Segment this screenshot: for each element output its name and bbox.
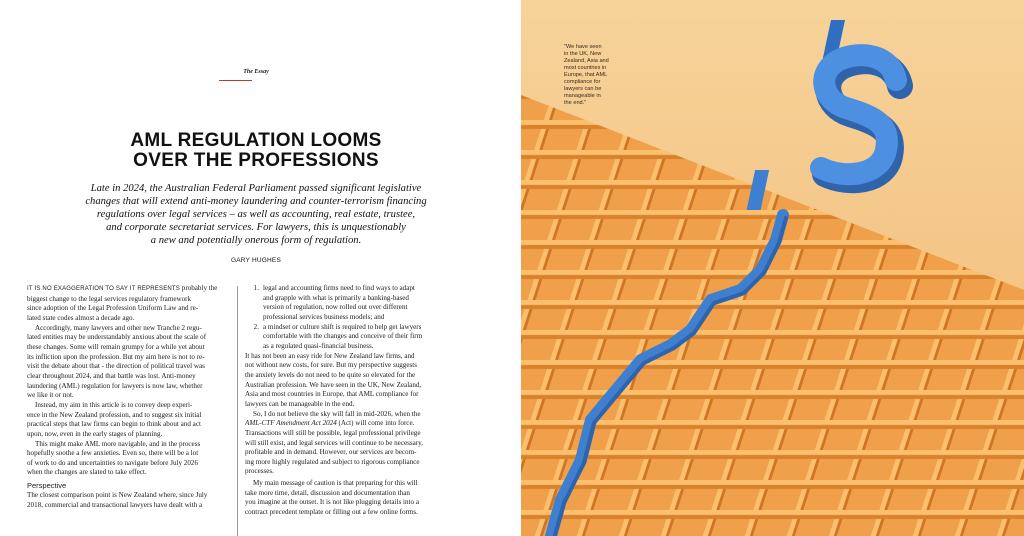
body-line: So, I do not believe the sky will fall in mid-2026, when the bbox=[253, 409, 421, 418]
body-line: lawyers can be manageable in the end. bbox=[245, 399, 355, 408]
body-line: hopefully soothe a few anxieties. Even so, there will be a lot bbox=[27, 449, 199, 458]
body-column-2 bbox=[245, 284, 452, 518]
body-line: not without new costs, for sure. But my perspective suggests bbox=[245, 361, 417, 370]
list-number: 2. bbox=[253, 322, 259, 331]
body-line: profitable and in demand. However, our services are becom- bbox=[245, 448, 417, 457]
list-line: and grapple with what is primarily a banking-based bbox=[263, 293, 409, 302]
list-line: professional services business models; and bbox=[263, 312, 385, 321]
list-line: legal and accounting firms need to find ways to adapt bbox=[263, 284, 415, 292]
body-line: practical steps that law firms can begin to think about and act bbox=[27, 420, 201, 429]
body-line bbox=[245, 419, 452, 429]
body-line: processes. bbox=[245, 467, 274, 476]
body-column-1 bbox=[27, 284, 231, 510]
pull-quote-line: the end." bbox=[564, 100, 587, 106]
standfirst-line: a new and potentially onerous form of regulation. bbox=[150, 235, 362, 247]
list-line: as a regulated quasi-financial business. bbox=[263, 341, 374, 350]
pull-quote-line: most countries in bbox=[564, 65, 607, 71]
body-line: Accordingly, many lawyers and other new Tranche 2 regu- bbox=[35, 323, 202, 332]
headline bbox=[0, 131, 512, 171]
standfirst-line: changes that will extend anti-money laundering and counter-terrorism financing bbox=[85, 196, 427, 208]
body-line: This might make AML more navigable, and in the process bbox=[35, 439, 201, 448]
pull-quote bbox=[564, 44, 634, 107]
body-line: you imagine at the outset. It is not like plugging details into a bbox=[245, 498, 419, 507]
body-line: upon, now, even in the early stages of planning. bbox=[27, 429, 163, 438]
body-line: clear throughout 2024, and that battle was lost. Anti-money bbox=[27, 371, 196, 380]
body-line: we like it or not. bbox=[27, 391, 74, 400]
list-line: comfortable with the changes and conceive of their firm bbox=[263, 332, 423, 341]
body-line: its infliction upon the profession. But my aim here is not to re- bbox=[27, 352, 205, 361]
body-line: biggest change to the legal services regulatory framework bbox=[27, 294, 192, 303]
section-rule bbox=[219, 80, 252, 81]
list-line: a mindset or culture shift is required to help get lawyers bbox=[263, 322, 422, 331]
pull-quote-line: compliance for bbox=[564, 79, 601, 85]
act-title: AML-CTF Amendment Act 2024 bbox=[245, 419, 337, 428]
body-line: ence in the New Zealand profession, and to suggest six initial bbox=[27, 410, 202, 419]
body-line: laundering (AML) regulation for lawyers is now law, whether bbox=[27, 381, 203, 390]
section-label: The Essay bbox=[243, 69, 269, 75]
standfirst-line: regulations over legal services – as well as accounting, real estate, trustee, bbox=[96, 209, 416, 221]
body-line: since adoption of the Legal Profession Uniform Law and re- bbox=[27, 304, 199, 313]
pull-quote-line: manageable in bbox=[564, 93, 601, 99]
body-text: (Act) will come into force. bbox=[336, 419, 415, 428]
list-number: 1. bbox=[253, 284, 259, 292]
body-line: ing more highly regulated and subject to rigorous compliance bbox=[245, 457, 420, 466]
body-line: the anxiety levels do not need to be quite so elevated for the bbox=[245, 370, 416, 379]
pull-quote-line: Europe, that AML bbox=[564, 72, 608, 78]
body-line: The closest comparison point is New Zealand where, since July bbox=[27, 491, 208, 500]
body-line: Asia and most countries in Europe, that AML compliance for bbox=[245, 390, 419, 399]
lead-caps: IT IS NO EXAGGERATION TO SAY IT REPRESENTS bbox=[27, 286, 180, 292]
list-item bbox=[245, 323, 452, 333]
body-line: of work to do and uncertainties to navigate before July 2026 bbox=[27, 458, 198, 467]
body-line: My main message of caution is that preparing for this will bbox=[253, 479, 418, 488]
body-line: contract precedent template or filling out a few online forms. bbox=[245, 508, 418, 517]
standfirst-line: and corporate secretariat services. For lawyers, this is unquestionably bbox=[106, 222, 406, 234]
headline-line: AML REGULATION LOOMS bbox=[130, 130, 382, 151]
lead-line bbox=[27, 284, 231, 295]
list-item bbox=[245, 284, 452, 294]
pull-quote-line: Zealand, Asia and bbox=[564, 58, 609, 64]
subheading: Perspective bbox=[27, 481, 67, 491]
list-line: version of regulation, now rolled out over different bbox=[263, 303, 408, 312]
pull-quote-line: in the UK, New bbox=[564, 51, 602, 57]
body-line: these changes. Some will remain grumpy for a while yet about bbox=[27, 342, 205, 351]
body-line: lated state codes almost a decade ago. bbox=[27, 313, 135, 322]
body-line: when the changes are slated to take effect. bbox=[27, 468, 147, 477]
body-line: Instead, my aim in this article is to convey deep experi- bbox=[35, 400, 193, 409]
body-line: visit the debate about that - the direction of political travel was bbox=[27, 362, 205, 371]
lead-rest: probably the bbox=[180, 284, 218, 292]
byline: GARY HUGHES bbox=[230, 257, 281, 264]
standfirst bbox=[40, 182, 472, 247]
pull-quote-line: "We have seen bbox=[564, 44, 602, 50]
body-line: It has not been an easy ride for New Zealand law firms, and bbox=[245, 351, 415, 360]
body-line: take more time, detail, discussion and documentation than bbox=[245, 488, 410, 497]
body-line: lated entities may be understandably anxious about the scale of bbox=[27, 333, 207, 342]
body-line: 2018, commercial and transactional lawyers have dealt with a bbox=[27, 500, 203, 509]
illustration-page bbox=[521, 0, 1024, 536]
body-line: will still exist, and legal services will continue to be necessary, bbox=[245, 438, 424, 447]
pull-quote-line: lawyers can be bbox=[564, 86, 602, 92]
standfirst-line: Late in 2024, the Australian Federal Parliament passed significant legislative bbox=[90, 183, 422, 194]
body-line: Australian profession. We have seen in the UK, New Zealand, bbox=[245, 380, 422, 389]
column-divider bbox=[237, 286, 238, 536]
body-line: Transactions will still be possible, legal professional privilege bbox=[245, 428, 421, 437]
headline-line: OVER THE PROFESSIONS bbox=[133, 150, 379, 171]
